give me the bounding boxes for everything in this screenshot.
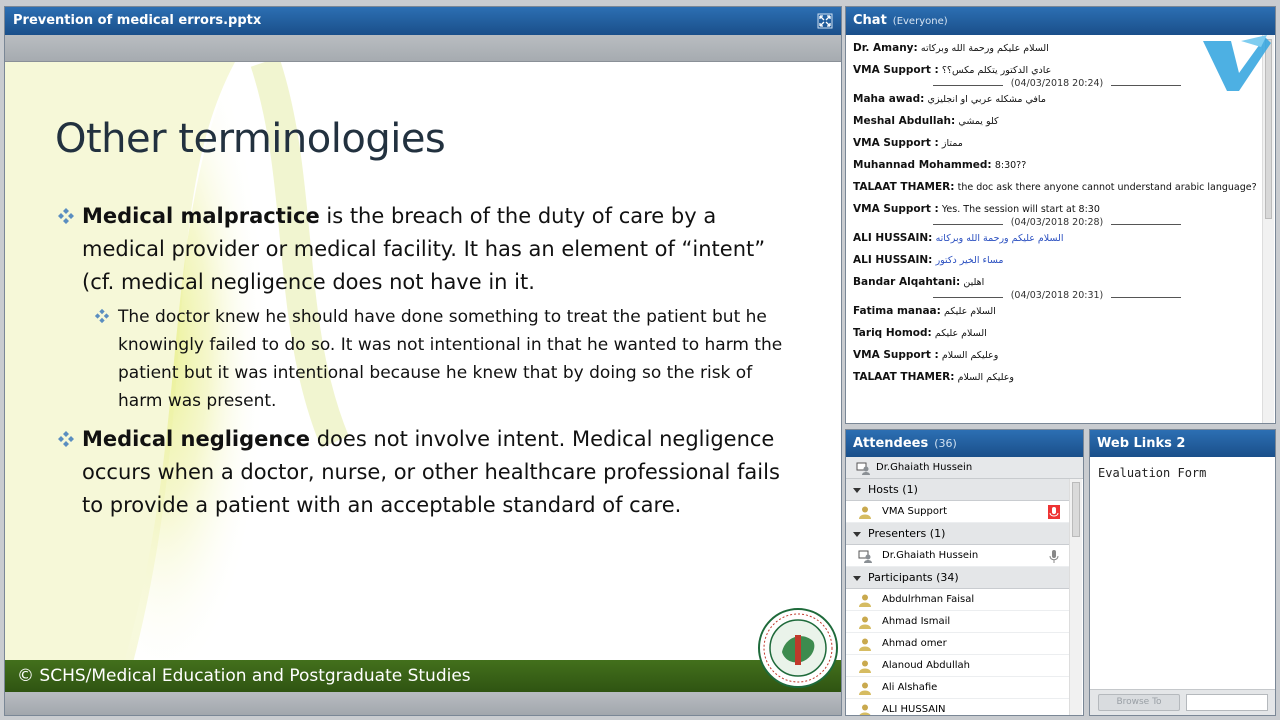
chat-message xyxy=(853,253,1258,268)
chat-sender: ALI HUSSAIN: xyxy=(853,254,933,266)
chat-sender: VMA Support : xyxy=(853,137,939,149)
weblinks-pane xyxy=(1089,429,1276,716)
attendee-name: Alanoud Abdullah xyxy=(882,660,970,671)
bullet-malpractice xyxy=(57,200,787,299)
user-icon xyxy=(858,659,872,673)
presentation-header xyxy=(5,7,841,35)
chat-title: Chat xyxy=(853,13,887,28)
user-icon xyxy=(858,637,872,651)
weblinks-header: Web Links 2 xyxy=(1090,430,1275,457)
chat-sender: VMA Support : xyxy=(853,64,939,76)
weblinks-footer xyxy=(1090,689,1275,715)
chat-sender: Maha awad: xyxy=(853,93,925,105)
vma-logo xyxy=(1201,33,1273,95)
chat-timestamp: (04/03/2018 20:31) xyxy=(933,291,1181,301)
bullet-negligence xyxy=(57,423,787,522)
attendee-name: ALI HUSSAIN xyxy=(882,704,946,715)
chat-text: اهلين xyxy=(963,277,985,288)
chat-text: Yes. The session will start at 8:30 xyxy=(941,204,1100,215)
diamond-bullet-icon xyxy=(57,207,75,225)
chat-audience: (Everyone) xyxy=(892,16,948,27)
chat-text: السلام عليكم xyxy=(934,328,987,339)
attendees-scrollbar[interactable] xyxy=(1069,479,1082,716)
current-user-name: Dr.Ghaiath Hussein xyxy=(876,462,973,473)
attendee-row[interactable] xyxy=(846,677,1070,699)
attendee-group-header[interactable]: Presenters (1) xyxy=(846,523,1070,545)
user-icon xyxy=(858,505,872,519)
user-icon xyxy=(858,703,872,716)
chat-message xyxy=(853,92,1258,107)
attendee-name: Ali Alshafie xyxy=(882,682,938,693)
chat-message xyxy=(853,275,1258,290)
chat-sender: VMA Support : xyxy=(853,349,939,361)
weblinks-list xyxy=(1090,457,1275,489)
chat-text: السلام عليكم xyxy=(944,306,996,317)
slide-footer: © SCHS/Medical Education and Postgraduate Studies xyxy=(5,660,841,692)
user-icon xyxy=(858,615,872,629)
weblink-select[interactable] xyxy=(1186,694,1268,711)
sub-bullet xyxy=(94,303,787,415)
presentation-bottom-bar xyxy=(5,692,841,715)
chat-text: وعليكم السلام xyxy=(957,372,1015,383)
weblink-item[interactable]: Evaluation Form xyxy=(1098,466,1207,480)
chat-sender: TALAAT THAMER: xyxy=(853,181,955,193)
attendee-row[interactable] xyxy=(846,633,1070,655)
chat-pane xyxy=(845,6,1276,424)
slide-title: Other terminologies xyxy=(55,116,446,162)
browse-to-button[interactable]: Browse To xyxy=(1098,694,1180,711)
chat-sender: Bandar Alqahtani: xyxy=(853,276,961,288)
bullet-negligence-text: does not involve intent. Medical negligence occurs when a doctor, nurse, or other healthcare professional fails to provide a patient with an acceptable standard of care. xyxy=(82,427,780,517)
bullet-malpractice-term: Medical malpractice xyxy=(82,204,320,228)
chat-sender: TALAAT THAMER: xyxy=(853,371,955,383)
diamond-bullet-icon xyxy=(57,430,75,448)
chat-text: عادي الدكتور يتكلم مكس؟؟ xyxy=(941,65,1052,76)
chat-message xyxy=(853,158,1258,173)
presenter-icon xyxy=(858,549,872,563)
presentation-toolbar xyxy=(5,35,841,62)
attendee-row[interactable] xyxy=(846,611,1070,633)
chat-sender: Fatima manaa: xyxy=(853,305,941,317)
chat-message xyxy=(853,231,1258,246)
chat-message xyxy=(853,180,1258,195)
attendee-row[interactable] xyxy=(846,545,1070,567)
chat-text: كلو يمشي xyxy=(958,116,999,127)
bullet-malpractice-text: is the breach of the duty of care by a medical provider or medical facility. It has an element of “intent” (cf. medical negligence does not have in it. xyxy=(82,204,766,294)
attendee-name: Abdulrhman Faisal xyxy=(882,594,975,605)
attendee-group-header[interactable]: Hosts (1) xyxy=(846,479,1070,501)
attendee-name: VMA Support xyxy=(882,506,948,517)
slide xyxy=(5,62,841,692)
chat-sender: Dr. Amany: xyxy=(853,42,918,54)
attendee-group-header[interactable]: Participants (34) xyxy=(846,567,1070,589)
attendee-row[interactable] xyxy=(846,501,1070,523)
attendees-scrollbar-thumb[interactable] xyxy=(1072,482,1080,537)
diamond-bullet-icon xyxy=(94,308,110,324)
chat-text: السلام عليكم ورحمة الله وبركاته xyxy=(920,43,1049,54)
attendee-list xyxy=(846,479,1070,716)
chat-text: 8:30?? xyxy=(994,160,1027,171)
attendee-name: Dr.Ghaiath Hussein xyxy=(882,550,979,561)
attendees-title: Attendees xyxy=(853,436,929,451)
chat-timestamp: (04/03/2018 20:24) xyxy=(933,79,1181,89)
chat-header xyxy=(846,7,1275,35)
attendee-name: Ahmad omer xyxy=(882,638,947,649)
schs-seal-logo xyxy=(757,607,839,689)
attendees-count: (36) xyxy=(934,437,957,450)
fullscreen-icon[interactable] xyxy=(817,13,833,29)
microphone-icon[interactable] xyxy=(1048,549,1060,563)
user-icon xyxy=(858,681,872,695)
chat-sender: VMA Support : xyxy=(853,203,939,215)
microphone-icon[interactable] xyxy=(1048,505,1060,519)
attendee-name: Ahmad Ismail xyxy=(882,616,951,627)
chat-text: السلام عليكم ورحمة الله وبركاته xyxy=(935,233,1064,244)
chat-text: مساء الخير دكتور xyxy=(935,255,1004,266)
user-icon xyxy=(858,593,872,607)
presenter-icon xyxy=(856,461,870,475)
chat-message xyxy=(853,202,1258,217)
sub-bullet-text: The doctor knew he should have done something to treat the patient but he knowingly failed to do so. It was not intentional in that he wanted to harm the patient but it was intentional because he knew that by doing so the risk of harm was present. xyxy=(118,307,783,411)
chat-message xyxy=(853,304,1258,319)
attendees-header xyxy=(846,430,1083,457)
chat-message xyxy=(853,63,1258,78)
chat-sender: Muhannad Mohammed: xyxy=(853,159,992,171)
presentation-pane xyxy=(4,6,842,716)
chat-sender: ALI HUSSAIN: xyxy=(853,232,933,244)
chat-sender: Tariq Homod: xyxy=(853,327,932,339)
attendee-row[interactable] xyxy=(846,699,1070,716)
attendee-row[interactable] xyxy=(846,655,1070,677)
presentation-title: Prevention of medical errors.pptx xyxy=(13,13,262,28)
chat-message xyxy=(853,348,1258,363)
chat-text: the doc ask there anyone cannot understand arabic language? xyxy=(957,182,1257,193)
chat-message xyxy=(853,114,1258,129)
chat-timestamp: (04/03/2018 20:28) xyxy=(933,218,1181,228)
current-user-row[interactable] xyxy=(846,457,1083,479)
attendees-pane xyxy=(845,429,1084,716)
chat-text: وعليكم السلام xyxy=(941,350,999,361)
chat-message xyxy=(853,370,1258,385)
attendee-row[interactable] xyxy=(846,589,1070,611)
chat-message xyxy=(853,326,1258,341)
slide-bullets xyxy=(57,200,787,524)
chat-text: ممتاز xyxy=(941,138,963,149)
chat-text: مافي مشكله عربي او انجليزي xyxy=(927,94,1046,105)
chat-message xyxy=(853,136,1258,151)
chat-sender: Meshal Abdullah: xyxy=(853,115,956,127)
bullet-negligence-term: Medical negligence xyxy=(82,427,311,451)
chat-message xyxy=(853,41,1258,56)
